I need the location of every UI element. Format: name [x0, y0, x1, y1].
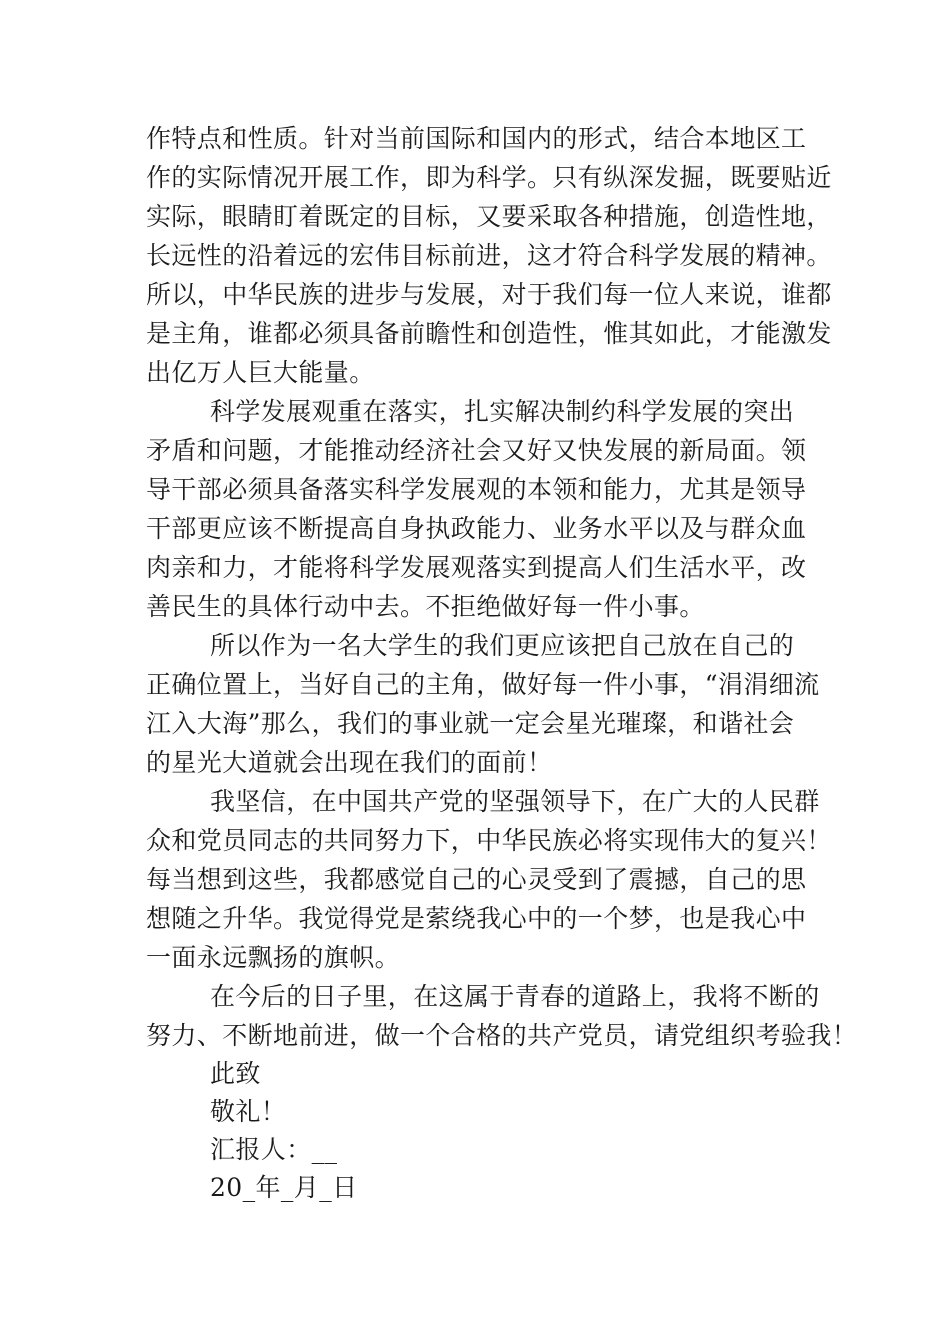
paragraph-line: 实际，眼睛盯着既定的目标，又要采取各种措施，创造性地，	[146, 202, 832, 231]
closing-salutation: 此致	[210, 1059, 261, 1088]
paragraph-line: 江入大海”那么，我们的事业就一定会星光璀璨，和谐社会	[146, 709, 795, 738]
paragraph-line: 的星光大道就会出现在我们的面前！	[146, 748, 553, 777]
paragraph-1	[146, 119, 836, 392]
report-body	[146, 119, 858, 1207]
paragraph-line: 正确位置上，当好自己的主角，做好每一件小事，“涓涓细流	[146, 670, 820, 699]
paragraph-line: 所以作为一名大学生的我们更应该把自己放在自己的	[210, 631, 795, 660]
paragraph-line: 我坚信，在中国共产党的坚强领导下，在广大的人民群	[210, 787, 820, 816]
paragraph-4	[146, 782, 836, 977]
paragraph-line: 导干部必须具备落实科学发展观的本领和能力，尤其是领导	[146, 475, 807, 504]
paragraph-line: 众和党员同志的共同努力下，中华民族必将实现伟大的复兴！	[146, 826, 832, 855]
paragraph-2	[146, 392, 836, 626]
paragraph-line: 出亿万人巨大能量。	[146, 358, 375, 387]
closing-block	[146, 1055, 836, 1207]
paragraph-line: 所以，中华民族的进步与发展，对于我们每一位人来说，谁都	[146, 280, 832, 309]
paragraph-line: 想随之升华。我觉得党是萦绕我心中的一个梦，也是我心中	[146, 904, 807, 933]
paragraph-line: 在今后的日子里，在这属于青春的道路上，我将不断的	[210, 982, 820, 1011]
paragraph-3	[146, 626, 836, 782]
paragraph-5	[146, 977, 858, 1055]
paragraph-line: 长远性的沿着远的宏伟目标前进，这才符合科学发展的精神。	[146, 241, 832, 270]
paragraph-line: 作特点和性质。针对当前国际和国内的形式，结合本地区工	[146, 124, 807, 153]
paragraph-line: 每当想到这些，我都感觉自己的心灵受到了震撼，自己的思	[146, 865, 807, 894]
closing-respect: 敬礼！	[210, 1097, 287, 1126]
paragraph-line: 是主角，谁都必须具备前瞻性和创造性，惟其如此，才能激发	[146, 319, 832, 348]
paragraph-line: 努力、不断地前进，做一个合格的共产党员，请党组织考验我！	[146, 1021, 858, 1050]
paragraph-line: 善民生的具体行动中去。不拒绝做好每一件小事。	[146, 592, 705, 621]
paragraph-line: 矛盾和问题，才能推动经济社会又好又快发展的新局面。领	[146, 436, 807, 465]
paragraph-line: 干部更应该不断提高自身执政能力、业务水平以及与群众血	[146, 514, 807, 543]
paragraph-line: 作的实际情况开展工作，即为科学。只有纵深发掘，既要贴近	[146, 163, 832, 192]
paragraph-line: 一面永远飘扬的旗帜。	[146, 943, 401, 972]
report-date: 20_年_月_日	[210, 1173, 358, 1202]
paragraph-line: 肉亲和力，才能将科学发展观落实到提高人们生活水平，改	[146, 553, 807, 582]
reporter-signature: 汇报人：__	[210, 1135, 338, 1164]
paragraph-line: 科学发展观重在落实，扎实解决制约科学发展的突出	[210, 397, 795, 426]
